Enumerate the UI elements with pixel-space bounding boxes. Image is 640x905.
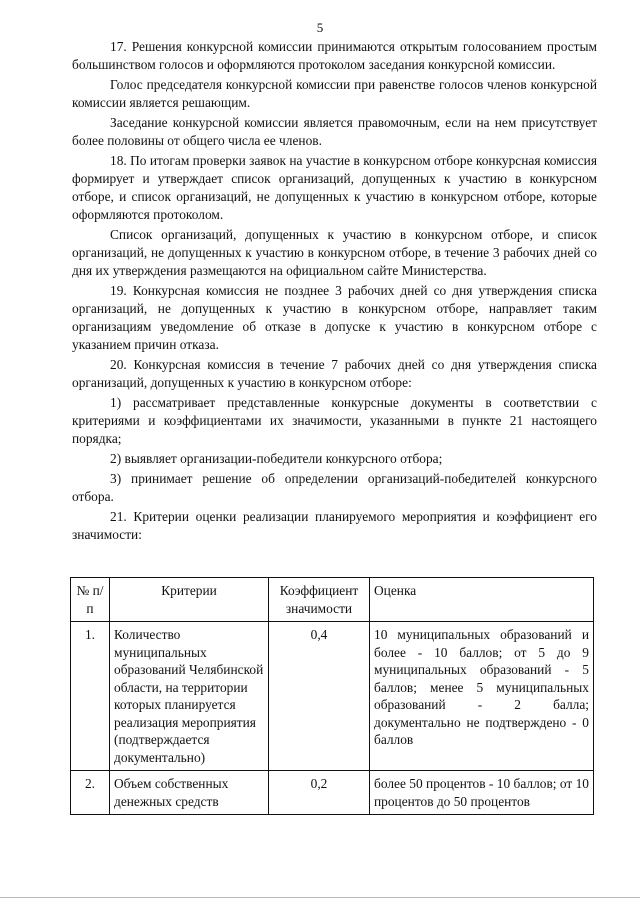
header-number: № п/п	[71, 578, 110, 622]
criteria-table	[70, 577, 594, 815]
table-header-row	[71, 578, 594, 622]
row-number: 1.	[71, 622, 110, 771]
row-evaluation: более 50 процентов - 10 баллов; от 10 процентов до 50 процентов	[370, 771, 594, 815]
paragraph-18: 18. По итогам проверки заявок на участие в конкурсном отборе конкурсная комиссия формирует и утверждает список организаций, допущенных к участию в конкурсном отборе, и список организаций, не допущенных к участию в конкурсном отборе, которые оформляются протоколом.	[72, 153, 597, 222]
paragraph-lists-publication: Список организаций, допущенных к участию в конкурсном отборе, и список организаций, не допущенных к участию в конкурсном отборе, в течение 3 рабочих дней со дня их утверждения размещаются на официальном сайте Министерства.	[72, 227, 597, 278]
header-evaluation: Оценка	[370, 578, 594, 622]
paragraph-19: 19. Конкурсная комиссия не позднее 3 рабочих дней со дня утверждения списка организаций, не допущенных к участию в конкурсном отборе, направляет таким организациям уведомление об отказе в допуске к участию в конкурсном отборе с указанием причин отказа.	[72, 283, 597, 352]
paragraph-20-item-2: 2) выявляет организации-победители конкурсного отбора;	[110, 451, 443, 466]
paragraph-20-item-1: 1) рассматривает представленные конкурсные документы в соответствии с критериями и коэффициентами их значимости, указанными в пункте 21 настоящего порядка;	[72, 395, 597, 446]
paragraph-21: 21. Критерии оценки реализации планируемого мероприятия и коэффициент его значимости:	[72, 509, 597, 542]
row-coefficient: 0,2	[269, 771, 370, 815]
row-coefficient: 0,4	[269, 622, 370, 771]
row-evaluation: 10 муниципальных образований и более - 10 баллов; от 5 до 9 муниципальных образований - 5 баллов; менее 5 муниципальных образований - 2 балла; документально не подтверждено - 0 баллов	[370, 622, 594, 771]
paragraph-chairman-vote: Голос председателя конкурсной комиссии при равенстве голосов членов конкурсной комиссии является решающим.	[72, 77, 597, 110]
paragraph-20-item-3: 3) принимает решение об определении организаций-победителей конкурсного отбора.	[72, 471, 597, 504]
row-criterion: Количество муниципальных образований Челябинской области, на территории которых планируется реализация мероприятия (подтверждается документально)	[110, 622, 269, 771]
row-criterion: Объем собственных денежных средств	[110, 771, 269, 815]
table-row	[71, 622, 594, 771]
page-bottom-edge	[0, 897, 640, 898]
document-body	[72, 38, 597, 546]
page-number: 5	[316, 20, 324, 35]
paragraph-17: 17. Решения конкурсной комиссии принимаются открытым голосованием простым большинством голосов и оформляются протоколом заседания конкурсной комиссии.	[72, 39, 597, 72]
header-criteria: Критерии	[110, 578, 269, 622]
table-row	[71, 771, 594, 815]
row-number: 2.	[71, 771, 110, 815]
paragraph-quorum: Заседание конкурсной комиссии является правомочным, если на нем присутствует более половины от общего числа ее членов.	[72, 115, 597, 148]
paragraph-20: 20. Конкурсная комиссия в течение 7 рабочих дней со дня утверждения списка организаций, допущенных к участию в конкурсном отборе:	[72, 357, 597, 390]
header-coefficient: Коэффициент значимости	[269, 578, 370, 622]
